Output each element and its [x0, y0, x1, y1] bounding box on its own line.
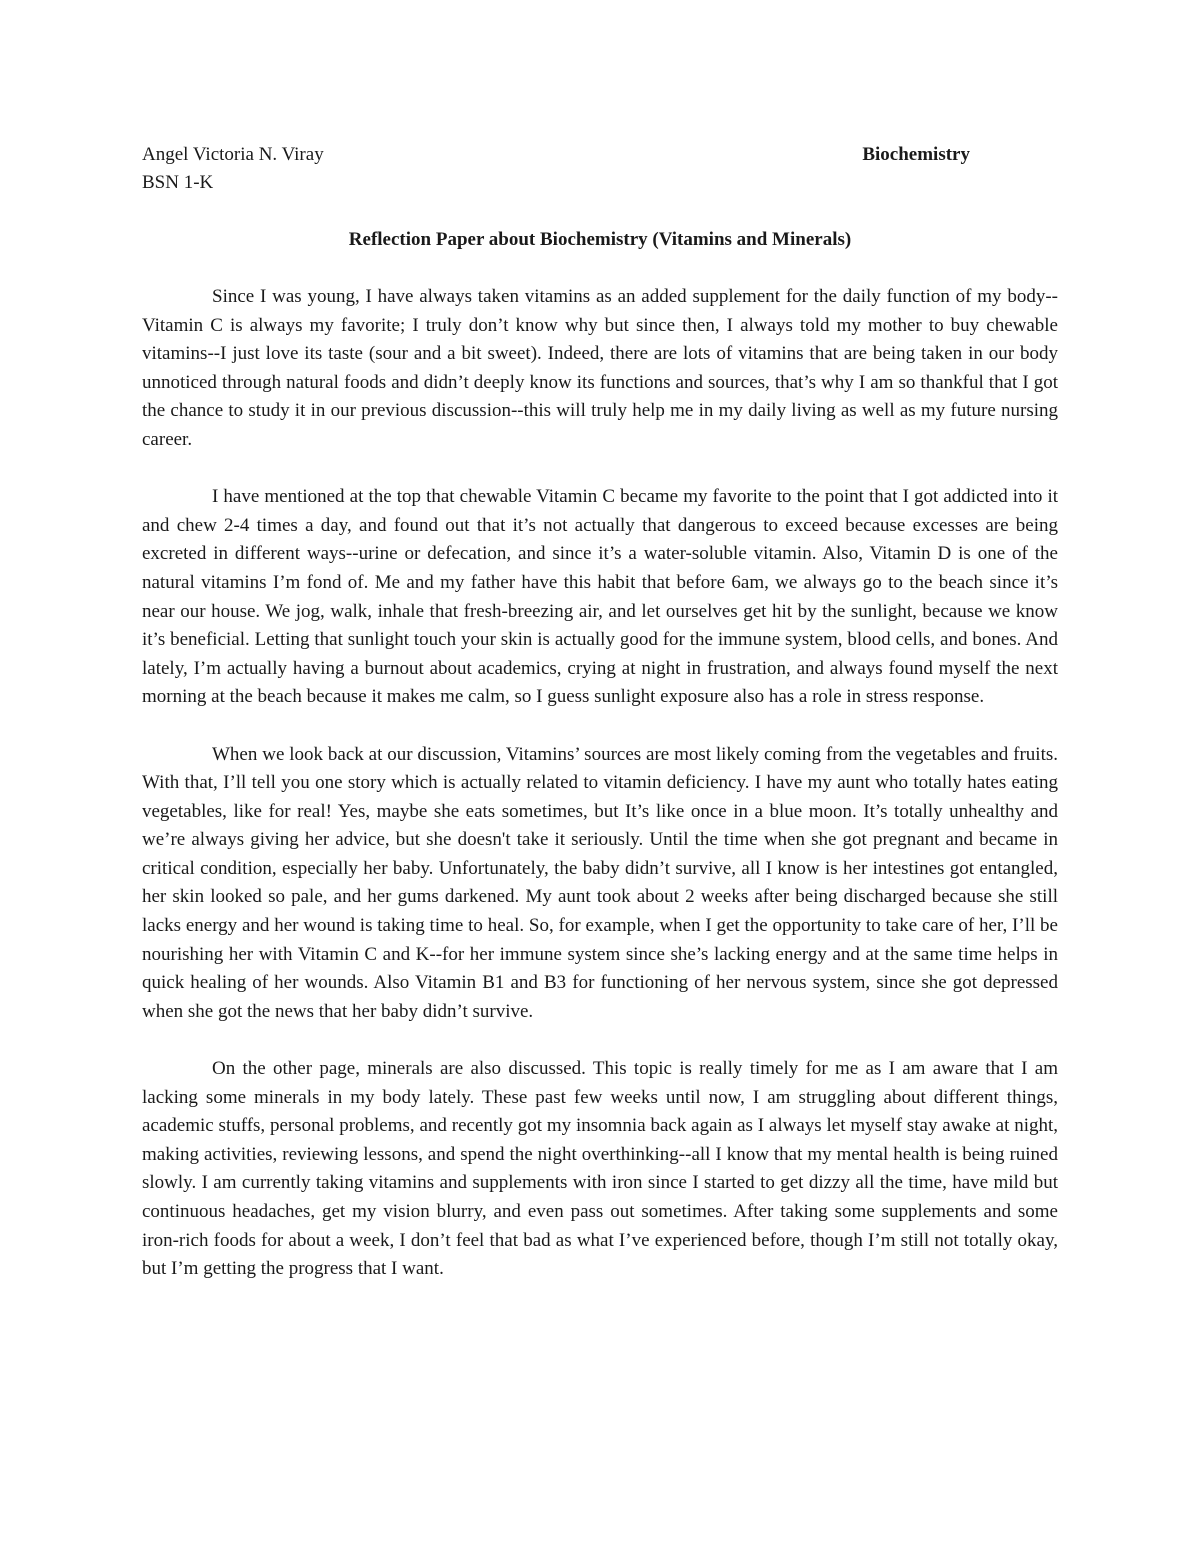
paragraph: Since I was young, I have always taken vitamins as an added supplement for the daily function of my body--Vitamin C is always my favorite; I truly don’t know why but since then, I always told my mother to buy chewable vitamins--I just love its taste (sour and a bit sweet). Indeed, there are lots of vitamins that are being taken in our body unnoticed through natural foods and didn’t deeply know its functions and sources, that’s why I am so thankful that I got the chance to study it in our previous discussion--this will truly help me in my daily living as well as my future nursing career. [142, 286, 1058, 450]
paragraph: On the other page, minerals are also discussed. This topic is really timely for me as I am aware that I am lacking some minerals in my body lately. These past few weeks until now, I am struggling about different things, academic stuffs, personal problems, and recently got my insomnia back again as I always let myself stay awake at night, making activities, reviewing lessons, and spend the night overthinking--all I know that my mental health is being ruined slowly. I am currently taking vitamins and supplements with iron since I started to get dizzy all the time, have mild but continuous headaches, get my vision blurry, and even pass out sometimes. After taking some supplements and some iron-rich foods for about a week, I don’t feel that bad as what I’ve experienced before, though I’m still not totally okay, but I’m getting the progress that I want. [142, 1058, 1058, 1280]
author-name: Angel Victoria N. Viray [142, 144, 324, 165]
header-row [142, 141, 970, 169]
document-header [142, 141, 970, 197]
paragraph: I have mentioned at the top that chewable Vitamin C became my favorite to the point that I got addicted into it and chew 2-4 times a day, and found out that it’s not actually that dangerous to exceed because excesses are being excreted in different ways--urine or defecation, and since it’s a water-soluble vitamin. Also, Vitamin D is one of the natural vitamins I’m fond of. Me and my father have this habit that before 6am, we always go to the beach since it’s near our house. We jog, walk, inhale that fresh-breezing air, and let ourselves get hit by the sunlight, because we know it’s beneficial. Letting that sunlight touch your skin is actually good for the immune system, blood cells, and bones. And lately, I’m actually having a burnout about academics, crying at night in frustration, and always found myself the next morning at the beach because it makes me calm, so I guess sunlight exposure also has a role in stress response. [142, 486, 1058, 708]
course-section: BSN 1-K [142, 172, 214, 193]
paper-body [142, 283, 1058, 1312]
subject-label: Biochemistry [862, 144, 970, 165]
paper-title: Reflection Paper about Biochemistry (Vitamins and Minerals) [348, 229, 852, 250]
paragraph: When we look back at our discussion, Vitamins’ sources are most likely coming from the vegetables and fruits. With that, I’ll tell you one story which is actually related to vitamin deficiency. I have my aunt who totally hates eating vegetables, like for real! Yes, maybe she eats sometimes, but It’s like once in a blue moon. It’s totally unhealthy and we’re always giving her advice, but she doesn't take it seriously. Until the time when she got pregnant and became in critical condition, especially her baby. Unfortunately, the baby didn’t survive, all I know is her intestines got entangled, her skin looked so pale, and her gums darkened. My aunt took about 2 weeks after being discharged because she still lacks energy and her wound is taking time to heal. So, for example, when I get the opportunity to take care of her, I’ll be nourishing her with Vitamin C and K--for her immune system since she’s lacking energy and at the same time helps in quick healing of her wounds. Also Vitamin B1 and B3 for functioning of her nervous system, since she got depressed when she got the news that her baby didn’t survive. [142, 743, 1058, 1022]
